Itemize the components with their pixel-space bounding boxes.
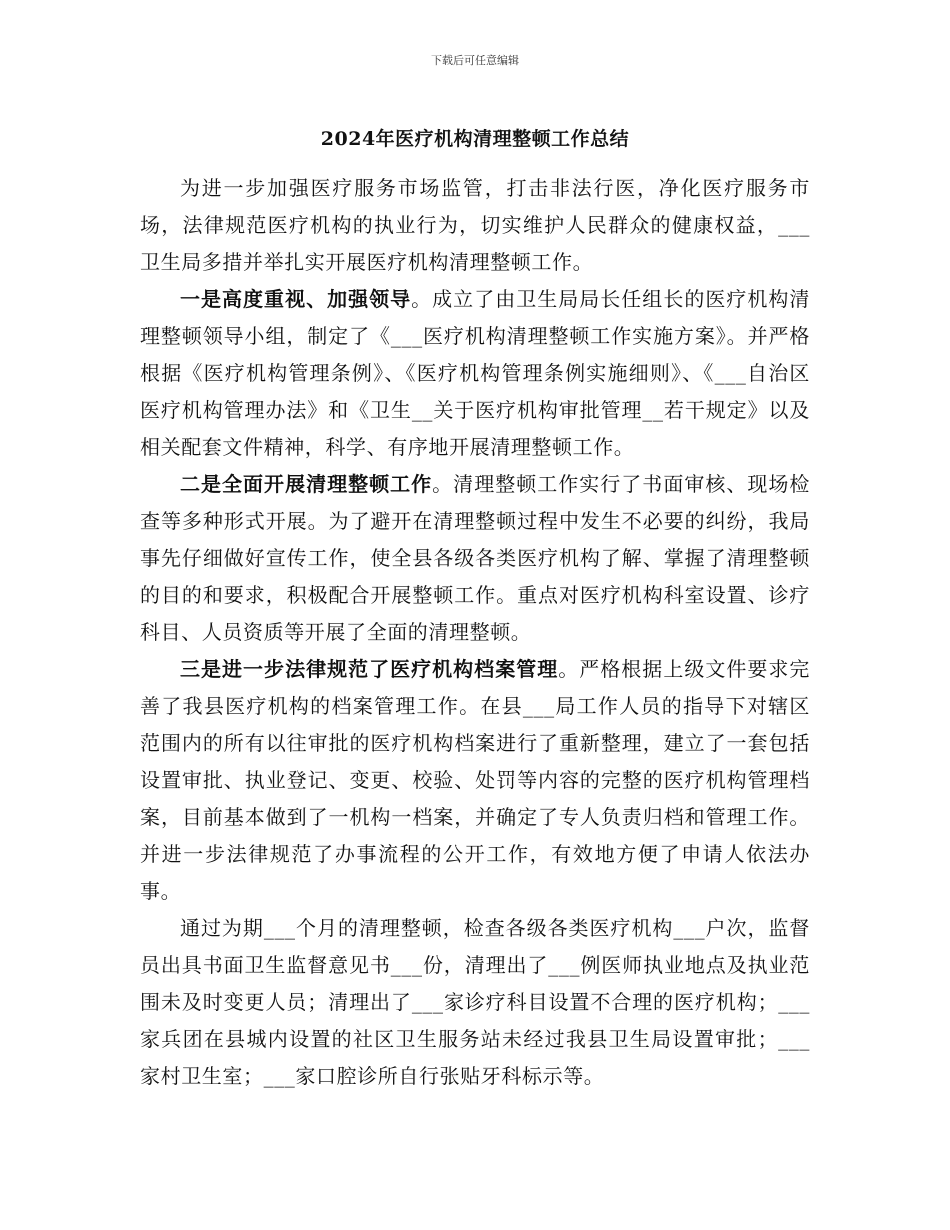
paragraph-text: 。清理整顿工作实行了书面审核、现场检查等多种形式开展。为了避开在清理整顿过程中发生不必要的纠纷，我局事先仔细做好宣传工作，使全县各级各类医疗机构了解、掌握了清理整顿的目的和要求，积极配合开展整顿工作。重点对医疗机构科室设置、诊疗科目、人员资质等开展了全面的清理整顿。 xyxy=(140,472,810,644)
document-body xyxy=(140,170,810,1095)
document-title: 2024年医疗机构清理整顿工作总结 xyxy=(320,128,630,150)
paragraph-lead: 一是高度重视、加强领导 xyxy=(180,287,412,311)
paragraph-rectification xyxy=(140,466,810,651)
paragraph-lead: 二是全面开展清理整顿工作 xyxy=(180,472,433,496)
paragraph-text: 为进一步加强医疗服务市场监管，打击非法行医，净化医疗服务市场，法律规范医疗机构的执业行为，切实维护人民群众的健康权益，___卫生局多措并举扎实开展医疗机构清理整顿工作。 xyxy=(140,176,810,274)
paragraph-leadership xyxy=(140,281,810,466)
page-header-note: 下载后可任意编辑 xyxy=(431,54,519,67)
paragraph-lead: 三是进一步法律规范了医疗机构档案管理 xyxy=(180,657,559,681)
paragraph-intro xyxy=(140,170,810,281)
paragraph-archives xyxy=(140,651,810,910)
paragraph-text: 。严格根据上级文件要求完善了我县医疗机构的档案管理工作。在县___局工作人员的指导下对辖区范围内的所有以往审批的医疗机构档案进行了重新整理，建立了一套包括设置审批、执业登记、变更、校验、处罚等内容的完整的医疗机构管理档案，目前基本做到了一机构一档案，并确定了专人负责归档和管理工作。并进一步法律规范了办事流程的公开工作，有效地方便了申请人依法办事。 xyxy=(140,657,810,903)
paragraph-text: 。成立了由卫生局局长任组长的医疗机构清理整顿领导小组，制定了《___医疗机构清理整顿工作实施方案》。并严格根据《医疗机构管理条例》、《医疗机构管理条例实施细则》、《___自治区医疗机构管理办法》和《卫生__关于医疗机构审批管理__若干规定》以及相关配套文件精神，科学、有序地开展清理整顿工作。 xyxy=(140,287,810,459)
paragraph-results xyxy=(140,910,810,1095)
paragraph-text: 通过为期___个月的清理整顿，检查各级各类医疗机构___户次，监督员出具书面卫生监督意见书___份，清理出了___例医师执业地点及执业范围未及时变更人员；清理出了___家诊疗科目设置不合理的医疗机构；___家兵团在县城内设置的社区卫生服务站未经过我县卫生局设置审批；___家村卫生室；___家口腔诊所自行张贴牙科标示等。 xyxy=(140,916,810,1088)
